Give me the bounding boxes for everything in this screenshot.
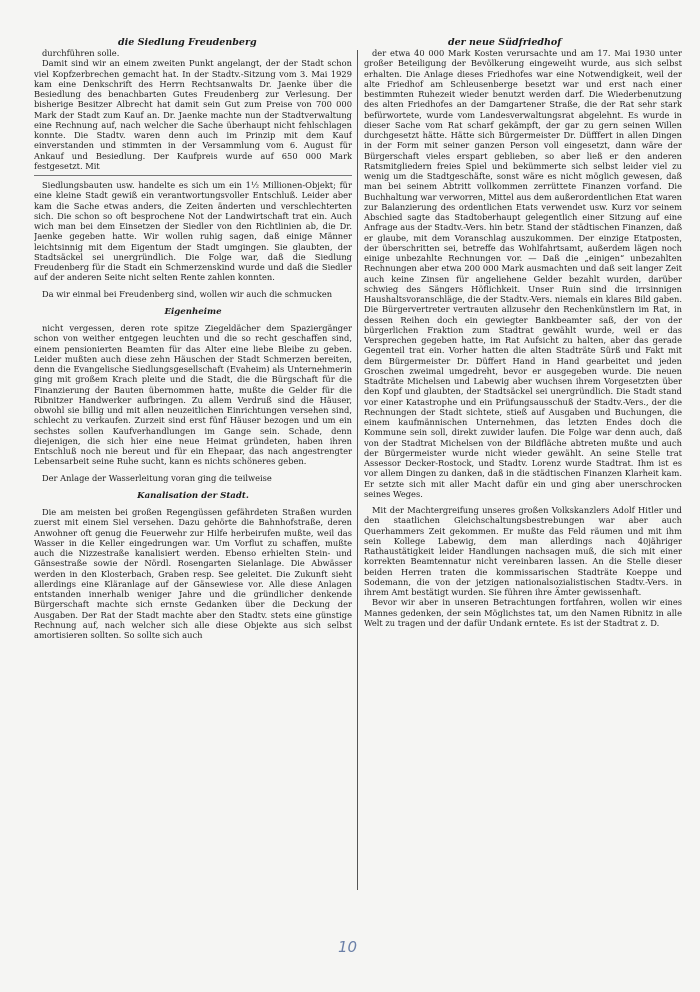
left-column	[34, 48, 352, 890]
paragraph: Da wir einmal bei Freudenberg sind, wollen wir auch die schmucken	[42, 288, 333, 299]
paragraph: Der Anlage der Wasserleitung voran ging die teilweise	[42, 472, 272, 483]
right-column-heading: der neue Südfriedhof	[448, 37, 562, 48]
paragraph: Mit der Machtergreifung unseres großen Volkskanzlers Adolf Hitler und den staatlichen Gleichschaltungsbestrebungen war aber auch Querhammers Zeit gekommen. Er mußte das Feld räumen und mit ihm sein Kollege Labewig, dem man allerdings nach 40jähriger Rathaustätigkeit leider Handlungen nachsagen muß, die sich mit einer korrekten Beamtennatur nicht vereinbaren lassen. An die Stelle dieser beiden Herren traten die kommissarischen Stadträte Koeppe und Sodemann, die von der jetzigen nationalsozialistischen Stadtv.-Vers. in ihrem Amt bestätigt wurden. Sie führen ihre Ämter gewissenhaft.	[364, 505, 682, 597]
right-column	[364, 48, 682, 890]
paragraph: Bevor wir aber in unseren Betrachtungen fortfahren, wollen wir eines Mannes gedenken, der sein Möglichstes tat, um den Namen Ribnitz in alle Welt zu tragen und der dafür Undank erntete. Es ist der Stadtrat z. D.	[364, 597, 682, 628]
subheading-kanalisation: Kanalisation der Stadt.	[137, 490, 249, 501]
subheading-eigenheime: Eigenheime	[164, 306, 222, 317]
paragraph: durchführen solle.	[42, 48, 120, 58]
clipping-separator	[34, 175, 352, 176]
paragraph: nicht vergessen, deren rote spitze Ziegeldächer dem Spaziergänger schon von weither entgegen leuchten und die so recht geschaffen sind, einem pensionierten Beamten für das Alter eine liebe Bleibe zu geben. Leider mußten auch diese zehn Häuschen der Stadt Schmerzen bereiten, denn die Evangelische Siedlungsgesellschaft (Evaheim) als Unternehmerin ging mit großem Krach pleite und die Stadt, die die Bürgschaft für die Finanzierung der Bauten übernommen hatte, mußte die Gelder für die Ribnitzer Handwerker aufbringen. Zu allem Verdruß sind die Häuser, obwohl sie billig und mit allen neuzeitlichen Einrichtungen versehen sind, schlecht zu verkaufen. Zurzeit sind erst fünf Häuser bezogen und um ein sechstes sollen Kaufverhandlungen im Gange sein. Schade, denn diejenigen, die sich hier eine neue Heimat gründeten, haben ihren Entschluß noch nie bereut und für ein Ehepaar, das nach angestrengter Lebensarbeit seine Ruhe sucht, kann es nichts schöneres geben.	[34, 323, 352, 467]
left-column-heading: die Siedlung Freudenberg	[118, 37, 257, 48]
handwritten-page-number: 10	[338, 938, 358, 956]
paragraph: Die am meisten bei großen Regengüssen gefährdeten Straßen wurden zuerst mit einem Siel versehen. Dazu gehörte die Bahnhofstraße, deren Anwohner oft genug die Feuerwehr zur Hilfe herbeirufen mußte, weil das Wasser in die Keller eingedrungen war. Um Vorflut zu schaffen, mußte auch die Nizzestraße kanalisiert werden. Ebenso erhielten Stein- und Gänsestraße sowie der Nördl. Rosengarten Sielanlage. Die Abwässer werden in den Klosterbach, Graben resp. See geleitet. Die Zukunft sieht allerdings eine Kläranlage auf der Gänsewiese vor. Alle diese Anlagen entstanden innerhalb weniger Jahre und die gründlicher denkende Bürgerschaft machte sich ernste Gedanken über die Deckung der Ausgaben. Der Rat der Stadt machte aber den Stadtv. stets eine günstige Rechnung auf, nach welcher sich alle diese Objekte aus sich selbst amortisieren sollten. So sollte sich auch	[34, 507, 352, 640]
column-divider	[357, 50, 358, 890]
paragraph: der etwa 40 000 Mark Kosten verursachte und am 17. Mai 1930 unter großer Beteiligung der Bevölkerung eingeweiht wurde, aus sich selbst erhalten. Die Anlage dieses Friedhofes war eine Notwendigkeit, weil der alte Friedhof am Schleusenberge besetzt war und erst nach einer bestimmten Ruhezeit wieder benutzt werden darf. Die Wiederbenutzung des alten Friedhofes an der Damgartener Straße, die der Rat sehr stark befürwortete, wurde vom Landesverwaltungsrat abgelehnt. Es wurde in dieser Sache vom Rat scharf gekämpft, der gar zu gern seinen Willen durchgesetzt hätte. Hätte sich Bürgermeister Dr. Düfffert in allen Dingen in der Form mit seiner ganzen Person voll eingesetzt, dann wäre der Bürgerschaft vieles erspart geblieben, so aber ließ er den anderen Ratsmitgliedern freies Spiel und bekümmerte sich selbst leider viel zu wenig um die Stadtgeschäfte, sonst wäre es nicht möglich gewesen, daß man bei seinem Abtritt vollkommen zerrüttete Finanzen vorfand. Die Buchhaltung war verworren, Mittel aus dem außerordentlichen Etat waren zur Balanzierung des ordentlichen Etats verwendet usw. Kurz vor seinem Abschied sagte das Stadtoberhaupt gelegentlich einer Sitzung auf eine Anfrage aus der Stadtv.-Vers. hin betr. Stand der städtischen Finanzen, daß er glaube, mit dem Voranschlag auszukommen. Der einzige Etatposten, der überschritten sei, betreffe das Wohlfahrtsamt, außerdem lägen noch einige unbezahlte Rechnungen vor. — Daß die „einigen“ unbezahlten Rechnungen aber etwa 200 000 Mark ausmachten und daß seit langer Zeit auch keine Zinsen für angeliehene Gelder bezahlt wurden, darüber schwieg des Sängers Höflichkeit. Unser Ruin sind die irrsinnigen Haushaltsvoranschläge, die der Stadtv.-Vers. niemals ein klares Bild gaben. Die Bürgervertreter vertrauten allzusehr den Rechenkünstlern im Rat, in dessen Reihen doch ein gewiegter Bankbeamter saß, der von der bürgerlichen Fraktion zum Stadtrat gewählt wurde, weil er das Versprechen gegeben hatte, im Rat Aufsicht zu halten, aber das gerade Gegenteil trat ein. Vorher hatten die alten Stadträte Sürß und Fakt mit dem Bürgermeister Dr. Düffert Hand in Hand gearbeitet und jeden Groschen zweimal umgedreht, bevor er ausgegeben wurde. Die neuen Stadträte Michelsen und Labewig aber wuchsen ihrem Vorgesetzten über den Kopf und glaubten, der Stadtsäckel sei unergründlich. Die Stadt stand vor einer Katastrophe und ein Prüfungsausschuß der Stadtv.-Vers., der die Rechnungen der Stadt sichtete, stieß auf Ausgaben und Buchungen, die einem kaufmännischen Unternehmen, das letzten Endes doch die Kommune sein soll, direkt zuwider laufen. Die Folge war denn auch, daß von der Stadtrat Michelsen von der Bildfläche abtreten mußte und auch der Bürgermeister wurde nicht wieder gewählt. An seine Stelle trat Assessor Decker-Rostock, und Stadtv. Lorenz wurde Stadtrat. Ihm ist es vor allem Dingen zu danken, daß in die städtischen Finanzen Klarheit kam. Er setzte sich mit aller Macht dafür ein und ging aber unerschrocken seines Weges.	[364, 48, 682, 499]
paragraph: Siedlungsbauten usw. handelte es sich um ein 1½ Millionen-Objekt; für eine kleine Stadt gewiß ein verantwortungsvoller Entschluß. Leider aber kam die Sache etwas anders, die Zeiten änderten und verschlechterten sich. Die schon so oft besprochene Not der Landwirtschaft trat ein. Auch wich man bei dem Einsetzen der Siedler von den Richtlinien ab, die Dr. Jaenke gegeben hatte. Wir wollen ruhig sagen, daß einige Männer leichtsinnig mit dem Eigentum der Stadt umgingen. Sie glaubten, der Stadtsäckel sei unergründlich. Die Folge war, daß die Siedlung Freudenberg für die Stadt ein Schmerzenskind wurde und daß die Siedler auf der anderen Seite nicht selten Rente zahlen konnten.	[34, 180, 352, 283]
paragraph: Damit sind wir an einem zweiten Punkt angelangt, der der Stadt schon viel Kopfzerbrechen gemacht hat. In der Stadtv.-Sitzung vom 3. Mai 1929 kam eine Denkschrift des Herrn Rechtsanwalts Dr. Jaenke über die Besiedlung des benachbarten Gutes Freudenberg zur Verlesung. Der bisherige Besitzer Albrecht hat damit sein Gut zum Preise von 700 000 Mark der Stadt zum Kauf an. Dr. Jaenke machte nun der Stadtverwaltung eine Rechnung auf, nach welcher die Sache überhaupt nicht fehlschlagen konnte. Die Stadtv. waren denn auch im Prinzip mit dem Kauf einverstanden und stimmten in der Versammlung vom 6. August für Ankauf und Besiedlung. Der Kaufpreis wurde auf 650 000 Mark festgesetzt. Mit	[34, 58, 352, 171]
